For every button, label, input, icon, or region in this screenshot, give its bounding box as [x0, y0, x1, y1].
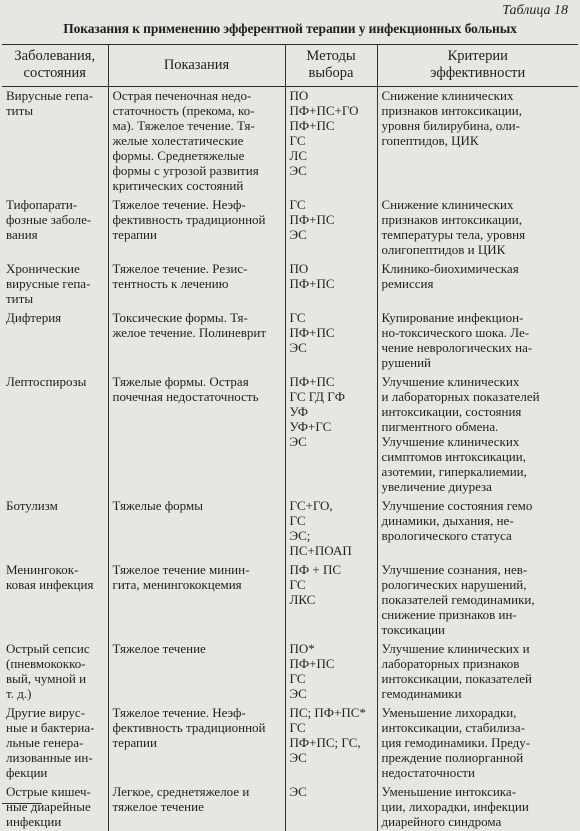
cell-criteria: Снижение клинических признаков интоксикации, уровня билирубина, оли- гопептидов, ЦИК	[377, 87, 578, 197]
table-row	[2, 704, 578, 783]
cell-disease: Ботулизм	[6, 498, 58, 513]
cell-methods: ГС ПФ+ПС ЭС	[285, 196, 377, 260]
cell-indications: Тяжелые формы. Острая почечная недостаточность	[108, 373, 285, 497]
table-title: Показания к применению эфферентной терапии у инфекционных больных	[63, 21, 517, 36]
header-criteria: Критерии эффективности	[377, 45, 578, 87]
table-row	[2, 640, 578, 704]
header-disease: Заболевания, состояния	[2, 45, 108, 87]
cell-indications: Тяжелое течение	[108, 640, 285, 704]
cell-methods: ГС ПФ+ПС ЭС	[285, 309, 377, 373]
cell-disease: Острые кишеч- ные диарейные инфекции	[6, 784, 91, 829]
cell-disease: Острый сепсис (пневмококко- вый, чумной и т. д.)	[6, 641, 90, 701]
table-row	[2, 561, 578, 640]
indications-table	[2, 44, 578, 831]
cell-methods: ПО* ПФ+ПС ГС ЭС	[285, 640, 377, 704]
cell-disease: Другие вирус- ные и бактериа- льные генера- лизованные ин- фекции	[6, 705, 95, 780]
cell-methods: ПС; ПФ+ПС* ГС ПФ+ПС; ГС, ЭС	[285, 704, 377, 783]
cell-disease: Менингокок- ковая инфекция	[6, 562, 94, 592]
cell-disease: Тифопарати- фозные заболе- вания	[6, 197, 92, 242]
cell-indications: Тяжелое течение. Резис- тентность к лечению	[108, 260, 285, 309]
cell-indications: Токсические формы. Тя- желое течение. Полиневрит	[108, 309, 285, 373]
table-row	[2, 87, 578, 197]
cell-criteria: Улучшение клинических и лабораторных показателей интоксикации, состояния пигментного обмена. Улучшение клинических симптомов интоксикации, азотемии, гиперкалиемии, увеличение диуреза	[377, 373, 578, 497]
cell-indications: Тяжелое течение минин- гита, менингококцемия	[108, 561, 285, 640]
table-row	[2, 260, 578, 309]
cell-criteria: Купирование инфекцион- но-токсического шока. Ле- чение неврологических на- рушений	[377, 309, 578, 373]
cell-criteria: Снижение клинических признаков интоксикации, температуры тела, уровня олигопептидов и ЦИК	[377, 196, 578, 260]
table-row	[2, 497, 578, 561]
table-row	[2, 373, 578, 497]
cell-disease: Вирусные гепа- титы	[6, 88, 93, 118]
header-row	[2, 45, 578, 87]
cell-disease: Хронические вирусные гепа- титы	[6, 261, 91, 306]
cell-indications: Тяжелое течение. Неэф- фективность традиционной терапии	[108, 704, 285, 783]
cell-methods: ПО ПФ+ПС+ГО ПФ+ПС ГС ЛС ЭС	[285, 87, 377, 197]
cell-disease: Лептоспирозы	[6, 374, 87, 389]
table-row	[2, 309, 578, 373]
cell-methods: ПО ПФ+ПС	[285, 260, 377, 309]
cell-indications: Острая печеночная недо- статочность (прекома, ко- ма). Тяжелое течение. Тя- желые холестатические формы. Среднетяжелые формы с угрозой развития критических состояний	[108, 87, 285, 197]
cell-criteria: Клинико-биохимическая ремиссия	[377, 260, 578, 309]
cell-indications: Тяжелые формы	[108, 497, 285, 561]
cell-methods: ГС+ГО, ГС ЭС; ПС+ПОАП	[285, 497, 377, 561]
header-methods: Методы выбора	[285, 45, 377, 87]
cell-criteria: Уменьшение интоксика- ции, лихорадки, инфекции диарейного синдрома	[377, 783, 578, 831]
cell-methods: ЭС	[285, 783, 377, 831]
cell-methods: ПФ + ПС ГС ЛКС	[285, 561, 377, 640]
cell-criteria: Улучшение сознания, нев- рологических нарушений, показателей гемодинамики, снижение признаков ин- токсикации	[377, 561, 578, 640]
table-row	[2, 196, 578, 260]
cell-criteria: Улучшение клинических и лабораторных признаков интоксикации, показателей гемодинамики	[377, 640, 578, 704]
cell-indications: Легкое, среднетяжелое и тяжелое течение	[108, 783, 285, 831]
table-row	[2, 783, 578, 831]
header-indications: Показания	[108, 45, 285, 87]
cell-criteria: Улучшение состояния гемо динамики, дыхания, не- врологического статуса	[377, 497, 578, 561]
cell-indications: Тяжелое течение. Неэф- фективность традиционной терапии	[108, 196, 285, 260]
cell-disease: Дифтерия	[6, 310, 62, 325]
table-number: Таблица 18	[502, 3, 568, 18]
cell-criteria: Уменьшение лихорадки, интоксикации, стабилиза- ция гемодинамики. Преду- преждение полиорганной недостаточности	[377, 704, 578, 783]
footnote-rule	[2, 803, 42, 804]
cell-methods: ПФ+ПС ГС ГД ГФ УФ УФ+ГС ЭС	[285, 373, 377, 497]
